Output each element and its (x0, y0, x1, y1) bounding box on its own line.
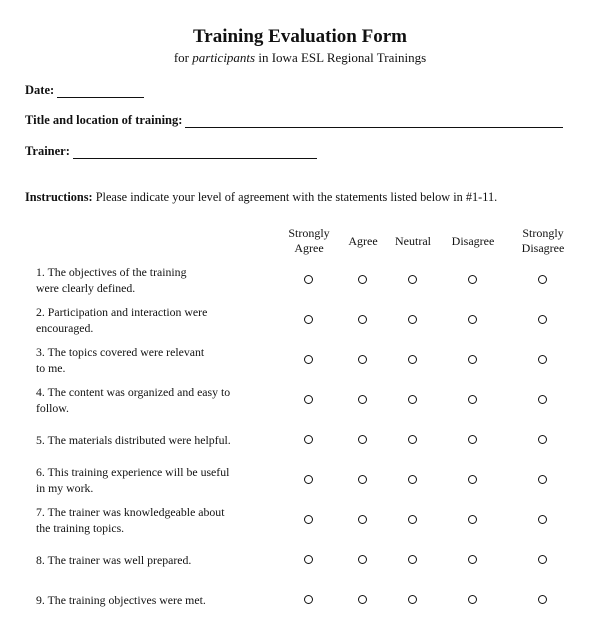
radio-circle-icon[interactable] (358, 275, 367, 284)
instructions-label: Instructions: (25, 190, 93, 204)
column-header-line1: Strongly (288, 226, 330, 240)
statement-line2: follow. (36, 400, 69, 415)
form-subtitle (0, 50, 600, 66)
statement-line1: 6. This training experience will be useful (36, 465, 230, 479)
radio-circle-icon[interactable] (358, 395, 367, 404)
statement-1 (36, 265, 281, 296)
statement-line2: to me. (36, 360, 66, 375)
radio-circle-icon[interactable] (468, 315, 477, 324)
radio-circle-icon[interactable] (468, 355, 477, 364)
column-header-line1: Strongly (522, 226, 564, 240)
statement-line1: 4. The content was organized and easy to (36, 385, 231, 399)
subtitle-suffix: in Iowa ESL Regional Trainings (255, 50, 427, 65)
statement-line1: 3. The topics covered were relevant (36, 345, 205, 359)
title-location-field (25, 113, 563, 128)
radio-circle-icon[interactable] (468, 435, 477, 444)
radio-circle-icon[interactable] (538, 275, 547, 284)
column-header-line2: Agree (294, 241, 324, 255)
column-header-disagree (438, 234, 508, 249)
date-blank[interactable] (57, 84, 144, 98)
radio-circle-icon[interactable] (358, 475, 367, 484)
radio-circle-icon[interactable] (468, 555, 477, 564)
radio-circle-icon[interactable] (468, 275, 477, 284)
title-location-blank[interactable] (185, 114, 563, 128)
column-header-line1: Disagree (451, 234, 495, 248)
radio-circle-icon[interactable] (468, 515, 477, 524)
statement-line1: 2. Participation and interaction were (36, 305, 208, 319)
radio-circle-icon[interactable] (538, 315, 547, 324)
statement-2 (36, 305, 281, 336)
column-header-line1: Agree (348, 234, 378, 248)
statement-line2: the training topics. (36, 520, 125, 535)
column-header-strongly-disagree (508, 226, 578, 256)
radio-circle-icon[interactable] (538, 395, 547, 404)
radio-circle-icon[interactable] (408, 435, 417, 444)
radio-circle-icon[interactable] (304, 475, 313, 484)
date-label: Date: (25, 83, 55, 97)
radio-circle-icon[interactable] (538, 515, 547, 524)
trainer-blank[interactable] (73, 145, 317, 159)
radio-circle-icon[interactable] (358, 595, 367, 604)
radio-circle-icon[interactable] (408, 595, 417, 604)
radio-circle-icon[interactable] (304, 515, 313, 524)
instructions (25, 190, 585, 205)
radio-circle-icon[interactable] (358, 435, 367, 444)
date-field (25, 83, 144, 98)
radio-circle-icon[interactable] (408, 275, 417, 284)
radio-circle-icon[interactable] (408, 315, 417, 324)
radio-circle-icon[interactable] (468, 395, 477, 404)
radio-circle-icon[interactable] (304, 275, 313, 284)
statement-9 (36, 593, 281, 609)
title-location-label: Title and location of training: (25, 113, 183, 127)
statement-line2: encouraged. (36, 320, 94, 335)
radio-circle-icon[interactable] (358, 355, 367, 364)
statement-4 (36, 385, 281, 416)
radio-circle-icon[interactable] (468, 595, 477, 604)
column-header-line2: Disagree (521, 241, 565, 255)
radio-circle-icon[interactable] (538, 435, 547, 444)
radio-circle-icon[interactable] (304, 395, 313, 404)
statement-line1: 8. The trainer was well prepared. (36, 553, 192, 567)
radio-circle-icon[interactable] (304, 355, 313, 364)
radio-circle-icon[interactable] (468, 475, 477, 484)
radio-circle-icon[interactable] (304, 435, 313, 444)
statement-8 (36, 553, 281, 569)
subtitle-prefix: for (173, 50, 193, 65)
radio-circle-icon[interactable] (408, 395, 417, 404)
radio-circle-icon[interactable] (538, 355, 547, 364)
statement-6 (36, 465, 281, 496)
form-title: Training Evaluation Form (193, 26, 407, 47)
instructions-text: Please indicate your level of agreement with the statements listed below in #1-11. (92, 190, 498, 204)
statement-line2: were clearly defined. (36, 280, 136, 295)
statement-line1: 9. The training objectives were met. (36, 593, 206, 607)
radio-circle-icon[interactable] (538, 595, 547, 604)
statement-7 (36, 505, 281, 536)
radio-circle-icon[interactable] (538, 475, 547, 484)
radio-circle-icon[interactable] (408, 515, 417, 524)
subtitle-italic: participants (192, 50, 256, 65)
radio-circle-icon[interactable] (358, 515, 367, 524)
statement-3 (36, 345, 281, 376)
radio-circle-icon[interactable] (358, 315, 367, 324)
trainer-field (25, 144, 317, 159)
statement-5 (36, 433, 281, 449)
statement-line1: 1. The objectives of the training (36, 265, 187, 279)
column-header-line1: Neutral (395, 234, 431, 248)
radio-circle-icon[interactable] (408, 555, 417, 564)
radio-circle-icon[interactable] (304, 555, 313, 564)
radio-circle-icon[interactable] (408, 355, 417, 364)
radio-circle-icon[interactable] (304, 315, 313, 324)
statement-line2: in my work. (36, 480, 94, 495)
radio-circle-icon[interactable] (358, 555, 367, 564)
radio-circle-icon[interactable] (304, 595, 313, 604)
trainer-label: Trainer: (25, 144, 70, 158)
statement-line1: 7. The trainer was knowledgeable about (36, 505, 225, 519)
radio-circle-icon[interactable] (408, 475, 417, 484)
radio-circle-icon[interactable] (538, 555, 547, 564)
statement-line1: 5. The materials distributed were helpful. (36, 433, 231, 447)
